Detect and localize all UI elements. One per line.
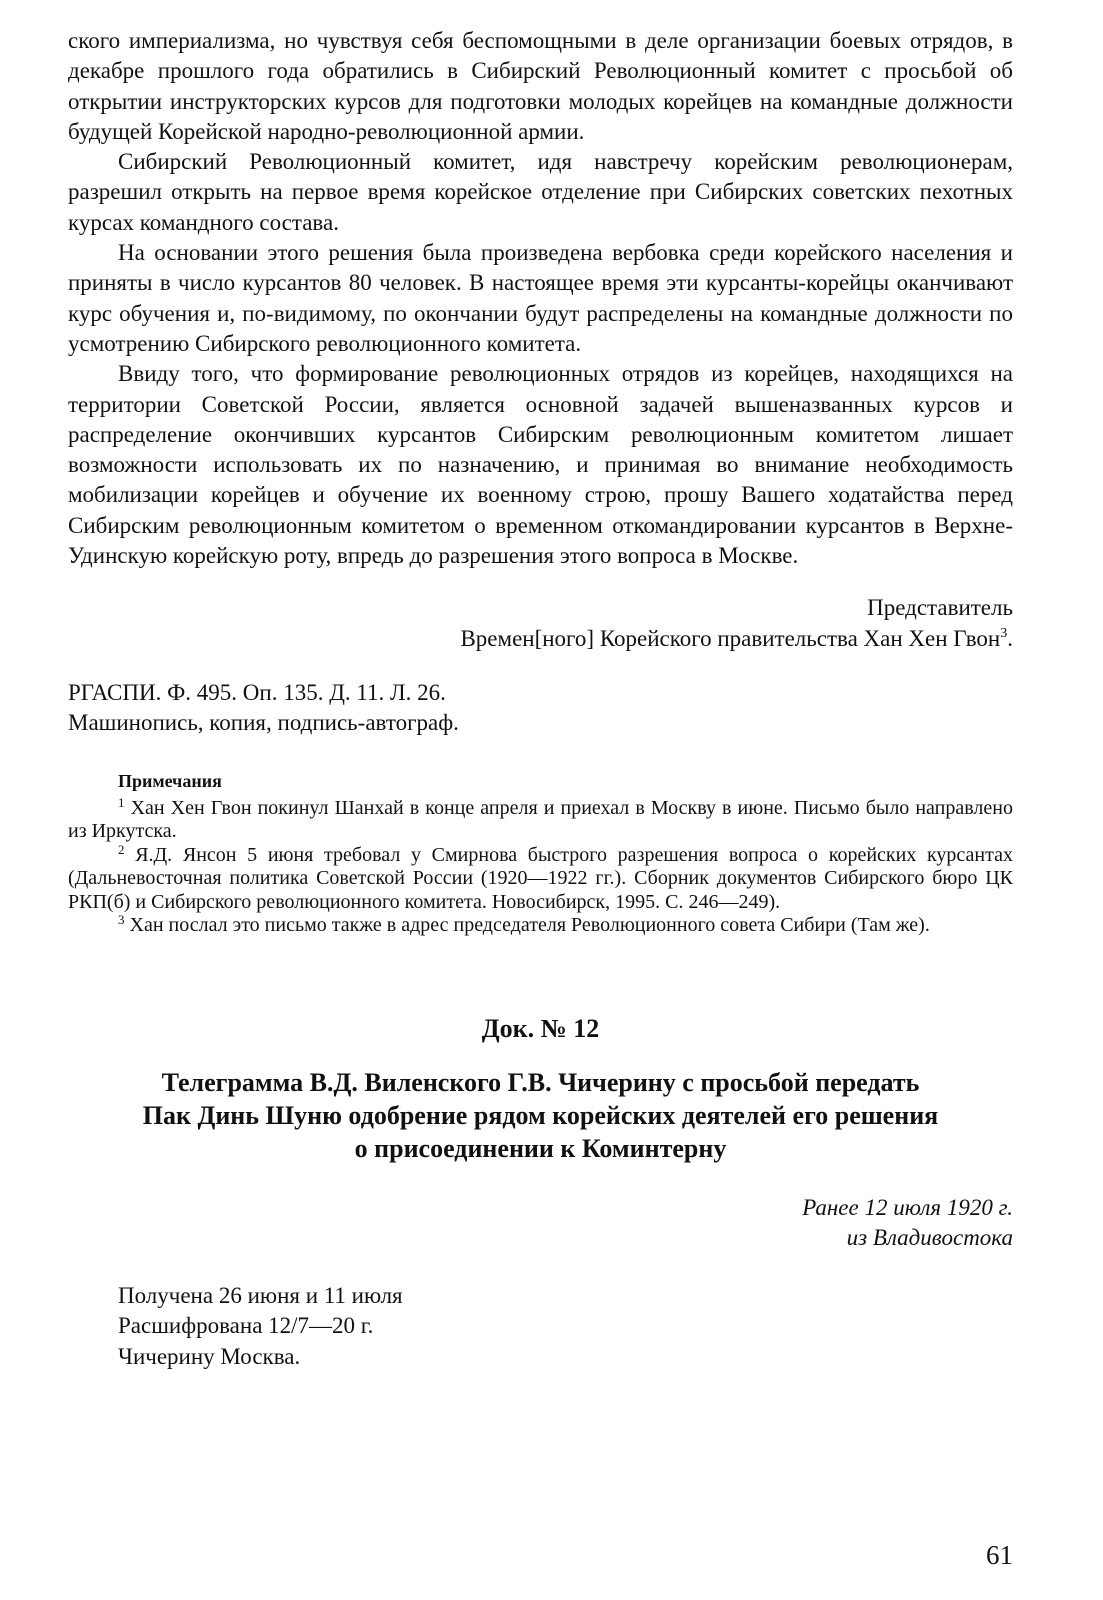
document-title-line-2: Пак Динь Шуню одобрение рядом корейских деятелей его решения xyxy=(142,1100,939,1130)
received-line-3: Чичерину Москва. xyxy=(118,1343,301,1369)
note-2-number: 2 xyxy=(118,841,125,857)
signature-name-line xyxy=(68,624,1013,654)
note-2 xyxy=(68,841,1013,915)
archive-line-1: РГАСПИ. Ф. 495. Оп. 135. Д. 11. Л. 26. xyxy=(68,679,446,705)
note-3-number: 3 xyxy=(118,912,125,928)
received-line-1: Получена 26 июня и 11 июля xyxy=(118,1282,403,1308)
signature-end: . xyxy=(1007,625,1013,651)
note-2-text: Я.Д. Янсон 5 июня требовал у Смирнова быстрого разрешения вопроса о корейских курсантах (Дальневосточная политика Советской России (1920—1922 гг.). Сборник документов Сибирского бюро ЦК РКП(б) и Сибирского революционного комитета. Новосибирск, 1995. С. 246—249). xyxy=(68,843,1013,913)
signature-name: Времен[ного] Корейского правительства Хан Хен Гвон xyxy=(460,625,1001,651)
note-1 xyxy=(68,794,1013,844)
note-1-text: Хан Хен Гвон покинул Шанхай в конце апреля и приехал в Москву в июне. Письмо было направлено из Иркутска. xyxy=(68,796,1013,843)
signature-title: Представитель xyxy=(867,595,1013,621)
page-number: 61 xyxy=(986,1540,1013,1570)
document-number: Док. № 12 xyxy=(481,1013,600,1043)
document-title-line-1: Телеграмма В.Д. Виленского Г.В. Чичерину с просьбой передать xyxy=(161,1067,920,1097)
footnote-ref-3: 3 xyxy=(1000,625,1008,641)
archive-line-2: Машинопись, копия, подпись-автограф. xyxy=(68,710,459,736)
signature-block xyxy=(68,593,1013,654)
received-line-2: Расшифрована 12/7—20 г. xyxy=(118,1313,374,1339)
notes-title: Примечания xyxy=(118,770,222,791)
note-1-number: 1 xyxy=(118,794,125,810)
document-title xyxy=(68,1066,1013,1165)
note-3-text: Хан послал это письмо также в адрес председателя Революционного совета Сибири (Там же). xyxy=(129,914,930,937)
date-place-block xyxy=(68,1193,1013,1253)
document-page xyxy=(68,26,1013,1372)
document-date: Ранее 12 июля 1920 г. xyxy=(802,1194,1013,1220)
body-paragraph-2: Сибирский Революционный комитет, идя навстречу корейским революционерам, разрешил открыть на первое время корейское отделение при Сибирских советских пехотных курсах командного состава. xyxy=(68,149,1013,235)
received-block xyxy=(118,1281,1013,1373)
archive-reference xyxy=(68,678,1013,739)
document-title-line-3: о присоединении к Коминтерну xyxy=(354,1133,727,1163)
body-paragraph-4: Ввиду того, что формирование революционных отрядов из корейцев, находящихся на территории Советской России, является основной задачей вышеназванных курсов и распределение окончивших курсантов Сибирским революционным комитетом лишает возможности использовать их по назначению, и принимая во внимание необходимость мобилизации корейцев и обучение их военному строю, прошу Вашего ходатайства перед Сибирским революционным комитетом о временном откомандировании курсантов в Верхне-Удинскую корейскую роту, впредь до разрешения этого вопроса в Москве. xyxy=(68,361,1013,569)
body-paragraph-3: На основании этого решения была произведена вербовка среди корейского населения и приняты в число курсантов 80 человек. В настоящее время эти курсанты-корейцы оканчивают курс обучения и, по-видимому, по окончании будут распределены на командные должности по усмотрению Сибирского революционного комитета. xyxy=(68,240,1013,356)
body-paragraph-1: ского империализма, но чувствуя себя беспомощными в деле организации боевых отрядов, в декабре прошлого года обратились в Сибирский Революционный комитет с просьбой об открытии инструкторских курсов для подготовки молодых корейцев на командные должности будущей Корейской народно-революционной армии. xyxy=(68,28,1013,144)
note-3 xyxy=(68,914,1013,938)
document-place: из Владивостока xyxy=(846,1224,1013,1250)
